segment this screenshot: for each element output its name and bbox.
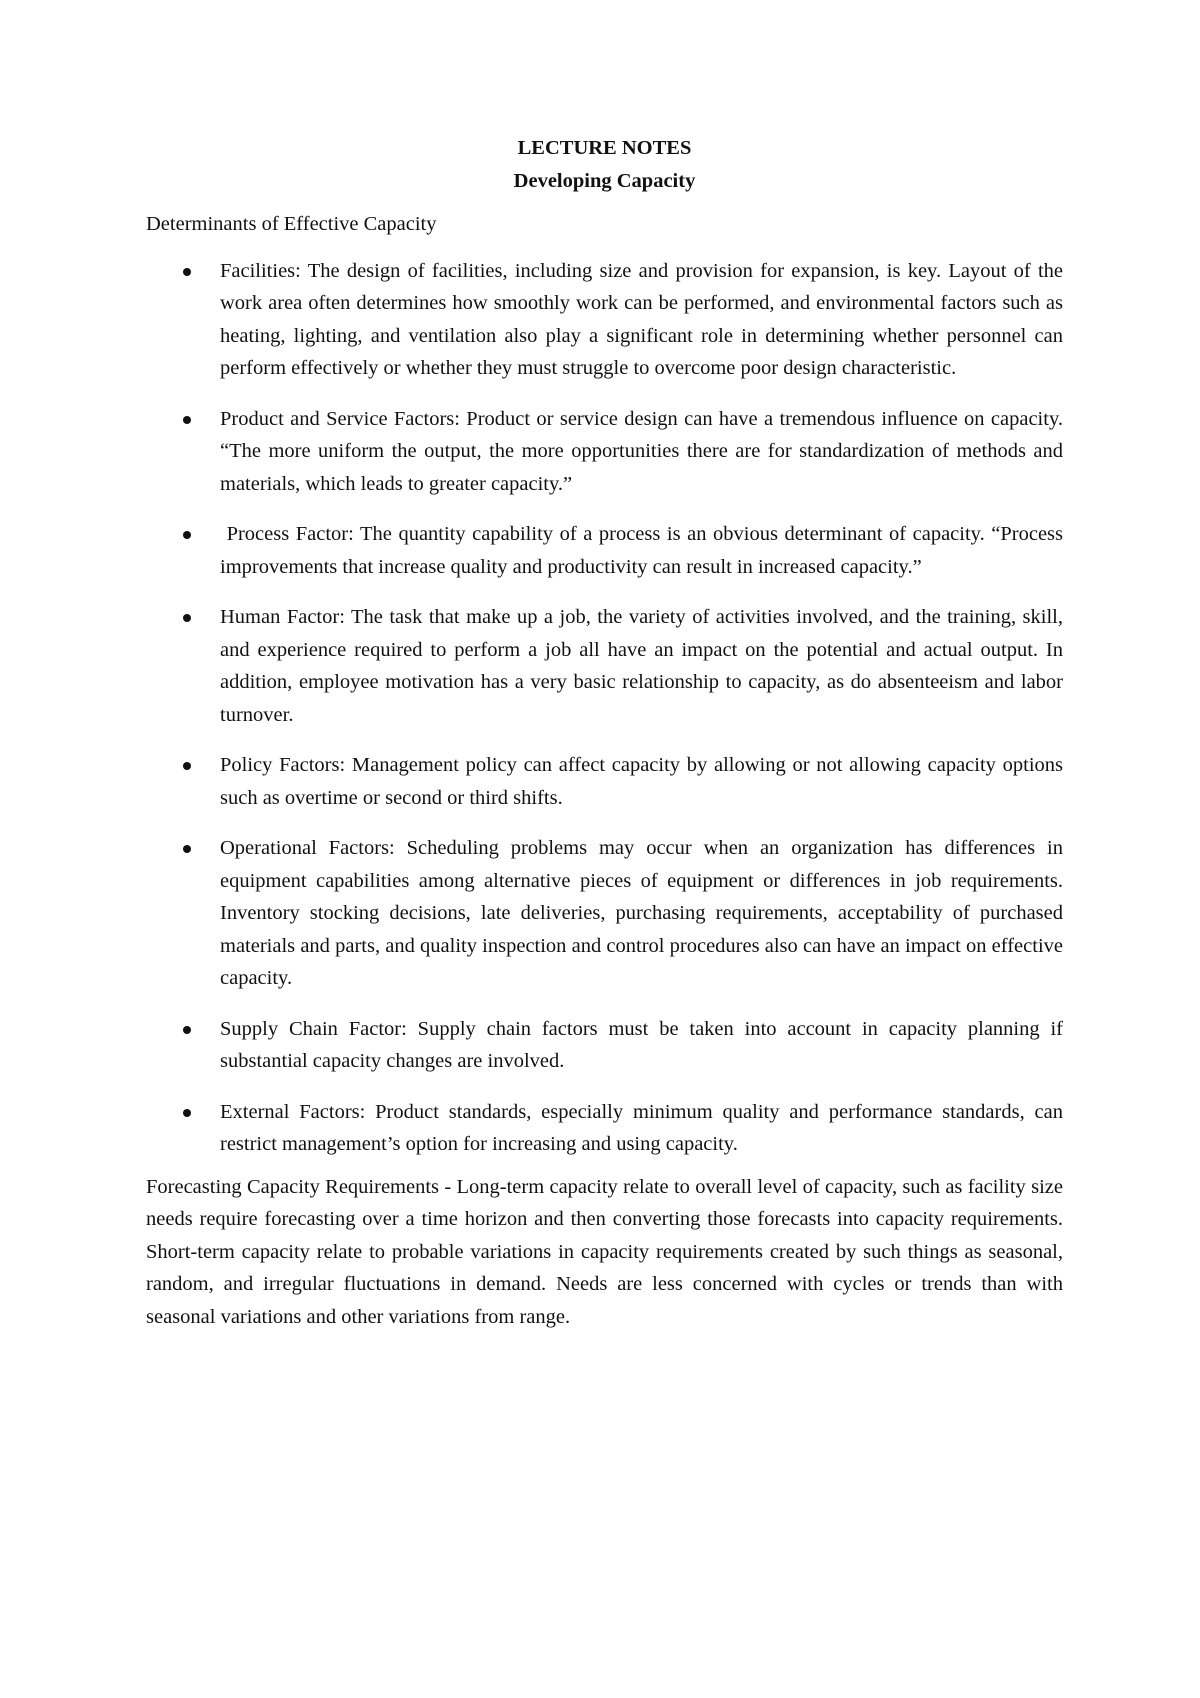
bullet-icon	[183, 268, 191, 276]
factor-text: Facilities: The design of facilities, including size and provision for expansion, is key. Layout of the work area often determines how smoothly work can be performed, and environmental factors such as heating, lighting, and ventilation also play a significant role in determining whether personnel can perform effectively or whether they must struggle to overcome poor design characteristic.	[220, 259, 1063, 379]
title-block	[146, 132, 1063, 198]
list-item	[146, 1096, 1063, 1161]
bullet-icon	[183, 1109, 191, 1117]
factor-text: Product and Service Factors: Product or service design can have a tremendous influence on capacity. “The more uniform the output, the more opportunities there are for standardization of methods and materials, which leads to greater capacity.”	[220, 407, 1063, 495]
list-item	[146, 832, 1063, 995]
bullet-icon	[183, 614, 191, 622]
list-item	[146, 601, 1063, 731]
document-page	[146, 132, 1069, 1333]
bullet-icon	[183, 531, 191, 539]
factor-text: Operational Factors: Scheduling problems may occur when an organization has differences in equipment capabilities among alternative pieces of equipment or differences in job requirements. Inventory stocking decisions, late deliveries, purchasing requirements, acceptability of purchased materials and parts, and quality inspection and control procedures also can have an impact on effective capacity.	[220, 837, 1063, 989]
list-item	[146, 255, 1063, 385]
closing-paragraph: Forecasting Capacity Requirements - Long-term capacity relate to overall level of capacity, such as facility size needs require forecasting over a time horizon and then converting those forecasts into capacity requirements. Short-term capacity relate to probable variations in capacity requirements created by such things as seasonal, random, and irregular fluctuations in demand. Needs are less concerned with cycles or trends than with seasonal variations and other variations from range.	[146, 1175, 1063, 1328]
list-item	[146, 518, 1069, 583]
bullet-icon	[183, 416, 191, 424]
section-heading: Determinants of Effective Capacity	[146, 213, 437, 235]
factor-text: External Factors: Product standards, especially minimum quality and performance standards, can restrict management’s option for increasing and using capacity.	[220, 1100, 1063, 1155]
factor-text: Human Factor: The task that make up a job, the variety of activities involved, and the training, skill, and experience required to perform a job all have an impact on the potential and actual output. In addition, employee motivation has a very basic relationship to capacity, as do absenteeism and labor turnover.	[220, 606, 1063, 726]
factor-text: Process Factor: The quantity capability of a process is an obvious determinant of capacity. “Process improvements that increase quality and productivity can result in increased capacity.”	[220, 523, 1069, 578]
bullet-icon	[183, 845, 191, 853]
bullet-icon	[183, 762, 191, 770]
page-subtitle: Developing Capacity	[513, 170, 696, 192]
list-item	[146, 749, 1063, 814]
list-item	[146, 403, 1063, 501]
page-title: LECTURE NOTES	[517, 137, 692, 159]
list-item	[146, 1013, 1063, 1078]
factor-text: Supply Chain Factor: Supply chain factors must be taken into account in capacity planning if substantial capacity changes are involved.	[220, 1017, 1063, 1072]
factors-list	[146, 255, 1069, 1161]
bullet-icon	[183, 1026, 191, 1034]
factor-text: Policy Factors: Management policy can affect capacity by allowing or not allowing capacity options such as overtime or second or third shifts.	[220, 754, 1063, 809]
